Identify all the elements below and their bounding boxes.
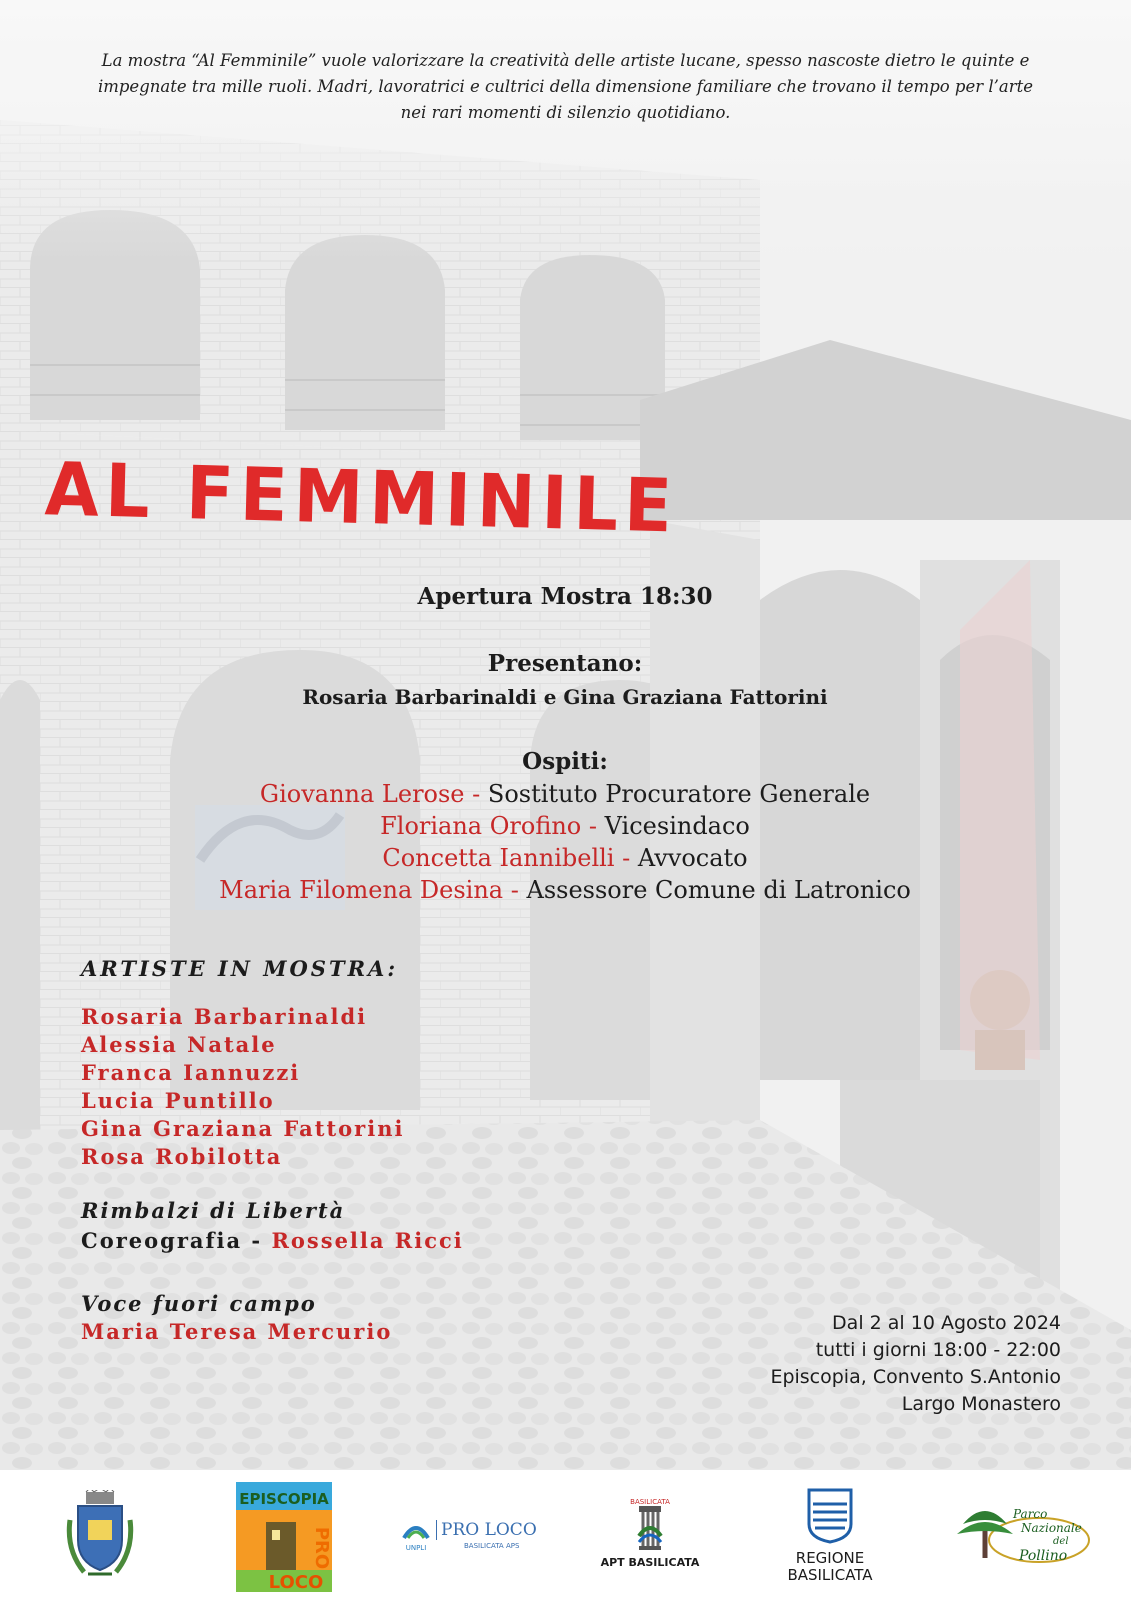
guest-role: Vicesindaco <box>604 812 750 840</box>
guest-role: Avvocato <box>637 844 748 872</box>
guest-name: Giovanna Lerose - <box>259 780 481 808</box>
guest-item <box>140 874 990 906</box>
apt-basilicata-logo <box>600 1498 700 1578</box>
artist-name: Rosaria Barbarinaldi <box>81 1004 368 1029</box>
exhibition-title: AL FEMMINILE <box>43 446 679 550</box>
guest-item <box>140 778 990 810</box>
event-venue: Episcopia, Convento S.Antonio <box>770 1366 1061 1388</box>
voiceover-name: Maria Teresa Mercurio <box>81 1319 393 1344</box>
episcopia-proloco-logo <box>236 1482 332 1592</box>
intro-text: La mostra “Al Femminile” vuole valorizzare la creatività delle artiste lucane, spesso nascoste dietro le quinte e impegnate tra mille ruoli. Madri, lavoratrici e cultrici della dimensione familiare che trovano il tempo per l’arte nei rari momenti di silenzio quotidiano. <box>97 51 1034 122</box>
artist-name: Gina Graziana Fattorini <box>81 1116 405 1141</box>
guest-item <box>140 810 990 842</box>
event-address: Largo Monastero <box>901 1393 1061 1415</box>
guest-role: Sostituto Procuratore Generale <box>487 780 871 808</box>
parco-word: Parco <box>1013 1507 1048 1521</box>
regione-line2: BASILICATA <box>787 1566 873 1584</box>
artists-list <box>81 1003 404 1171</box>
episcopia-loco-word: LOCO <box>268 1572 324 1592</box>
del-word: del <box>1053 1536 1069 1547</box>
guest-name: Floriana Orofino - <box>380 812 597 840</box>
guest-item <box>140 842 990 874</box>
proloco-sub: BASILICATA APS <box>464 1542 520 1550</box>
performance-block <box>81 1196 464 1256</box>
regione-basilicata-logo <box>770 1488 890 1592</box>
coat-of-arms-icon <box>64 1490 136 1580</box>
performance-choreographer: Rossella Ricci <box>271 1228 464 1253</box>
parco-pollino-logo <box>955 1498 1091 1568</box>
voiceover-block <box>81 1290 392 1346</box>
event-info <box>770 1310 1061 1418</box>
artist-name: Franca Iannuzzi <box>81 1060 301 1085</box>
apt-column-icon <box>635 1506 665 1550</box>
nazionale-word: Nazionale <box>1021 1521 1082 1535</box>
proloco-word: PRO LOCO <box>436 1520 537 1540</box>
episcopia-pro-word: PRO <box>311 1526 332 1570</box>
performance-label: Coreografia - <box>81 1228 263 1253</box>
performance-title: Rimbalzi di Libertà <box>81 1198 346 1223</box>
event-hours: tutti i giorni 18:00 - 22:00 <box>815 1339 1061 1361</box>
artist-name: Rosa Robilotta <box>81 1144 283 1169</box>
regione-line1: REGIONE <box>795 1549 865 1567</box>
pollino-word: Pollino <box>1019 1548 1068 1564</box>
guest-role: Assessore Comune di Latronico <box>526 876 911 904</box>
guests-list <box>140 778 990 906</box>
apt-word: APT BASILICATA <box>600 1556 700 1569</box>
voiceover-title: Voce fuori campo <box>81 1291 317 1316</box>
artists-heading: ARTISTE IN MOSTRA: <box>81 956 399 981</box>
opening-time: Apertura Mostra 18:30 <box>417 583 713 610</box>
guest-name: Maria Filomena Desina - <box>219 876 519 904</box>
apt-top-word: BASILICATA <box>630 1498 670 1506</box>
presenters-heading: Presentano: <box>487 650 643 677</box>
sponsor-footer <box>0 1470 1131 1600</box>
guests-heading: Ospiti: <box>522 748 608 775</box>
artist-name: Lucia Puntillo <box>81 1088 275 1113</box>
event-dates: Dal 2 al 10 Agosto 2024 <box>832 1312 1061 1334</box>
regione-shield-icon <box>807 1488 853 1544</box>
presenters-names: Rosaria Barbarinaldi e Gina Graziana Fattorini <box>302 685 828 709</box>
artist-name: Alessia Natale <box>81 1032 277 1057</box>
unpli-word: UNPLI <box>405 1544 427 1552</box>
guest-name: Concetta Iannibelli - <box>382 844 631 872</box>
episcopia-word: EPISCOPIA <box>239 1490 329 1508</box>
unpli-proloco-logo <box>400 1518 550 1558</box>
